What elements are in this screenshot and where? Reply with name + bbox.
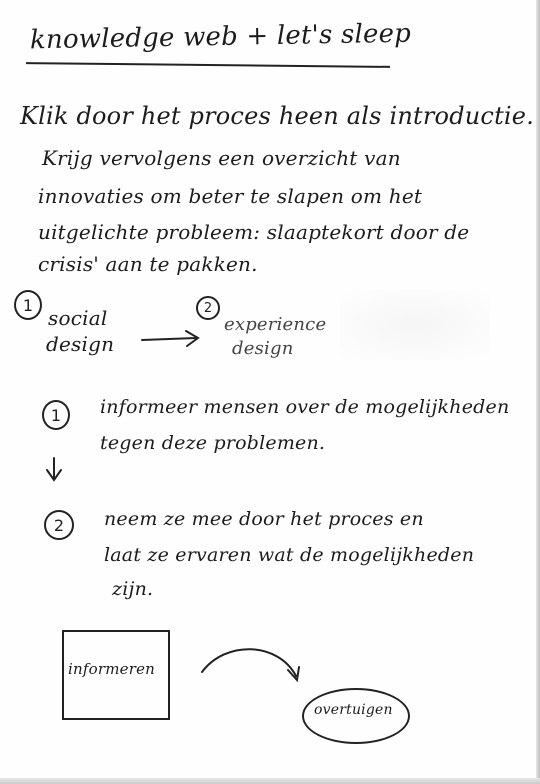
intro-line-1: Klik door het proces heen als introductie. <box>20 102 535 130</box>
intro-line-4: uitgelichte probleem: slaaptekort door de <box>38 220 470 244</box>
intro-line-3: innovaties om beter te slapen om het <box>38 184 423 208</box>
step-2-line-3: zijn. <box>112 578 154 600</box>
paper-edge-right <box>536 0 540 784</box>
step-2-line-1: neem ze mee door het proces en <box>104 508 424 530</box>
page-title: knowledge web + let's sleep <box>29 18 412 56</box>
faint-bleed-through <box>340 290 490 360</box>
circled-number-step-1: 1 <box>42 400 70 430</box>
step-1-line-1: informeer mensen over de mogelijkheden <box>100 396 510 418</box>
intro-line-5: crisis' aan te pakken. <box>38 252 258 276</box>
paper-edge-bottom <box>0 778 540 784</box>
step-2-line-2: laat ze ervaren wat de mogelijkheden <box>104 544 475 566</box>
step-1-line-2: tegen deze problemen. <box>100 432 326 454</box>
social-design-label-2: design <box>46 332 115 356</box>
social-design-label-1: social <box>48 306 108 330</box>
experience-design-label-1: experience <box>224 314 327 335</box>
informeren-label: informeren <box>68 660 156 678</box>
circled-number-step-2: 2 <box>44 510 74 540</box>
circled-number-experience: 2 <box>196 296 220 320</box>
overtuigen-label: overtuigen <box>314 702 393 718</box>
intro-line-2: Krijg vervolgens een overzicht van <box>42 146 401 170</box>
circled-number-social: 1 <box>14 290 42 320</box>
experience-design-label-2: design <box>232 338 294 359</box>
